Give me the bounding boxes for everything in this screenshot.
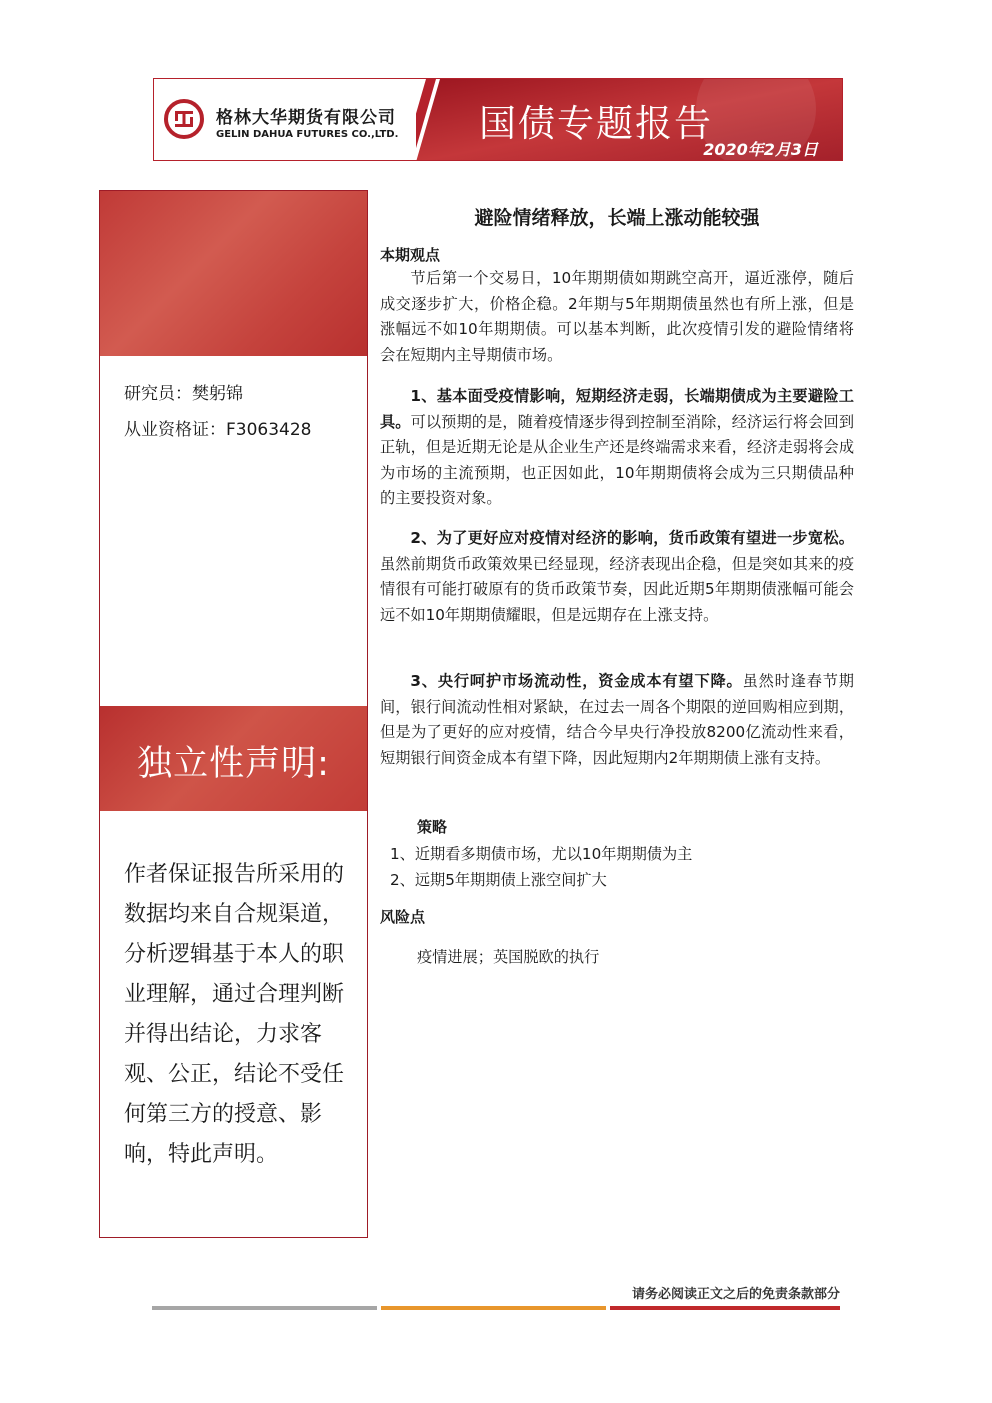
point-3-heading: 3、央行呵护市场流动性，资金成本有望下降。 — [410, 672, 743, 690]
footer-bar-grey — [152, 1306, 377, 1310]
risk-text: 疫情进展；英国脱欧的执行 — [417, 948, 600, 966]
risk-heading: 风险点 — [380, 908, 426, 926]
strategy-heading: 策略 — [417, 818, 448, 836]
point-1-text: 可以预期的是，随着疫情逐步得到控制至消除，经济运行将会回到正轨，但是近期无论是从企业生产还是终端需求来看，经济走弱将会成为市场的主流预期，也正因如此，10年期期债将会成为三只期债品种的主要投资对象。 — [380, 412, 855, 507]
report-date: 2020年2月3日 — [703, 140, 818, 159]
point-3-text: 虽然时逢春节期间，银行间流动性相对紧缺，在过去一周各个期限的逆回购相应到期，但是为了更好的应对疫情，结合今早央行净投放8200亿流动性来看，短期银行间资金成本有望下降，因此短期内2年期期债上涨有支持。 — [380, 672, 854, 767]
company-name-en: GELIN DAHUA FUTURES CO.,LTD. — [216, 129, 399, 140]
point-2-text: 虽然前期货币政策效果已经显现，经济表现出企稳，但是突如其来的疫情很有可能打破原有的货币政策节奏，因此近期5年期期债涨幅可能会远不如10年期期债耀眼，但是远期存在上涨支持。 — [380, 554, 854, 624]
researcher-name: 研究员：樊躬锦 — [124, 384, 243, 404]
view-heading: 本期观点 — [380, 246, 441, 264]
strategy-item: 1、近期看多期债市场，尤以10年期期债为主 — [390, 845, 693, 863]
declaration-text: 作者保证报告所采用的数据均来自合规渠道，分析逻辑基于本人的职业理解，通过合理判断并得出结论，力求客观、公正，结论不受任何第三方的授意、影响，特此声明。 — [124, 862, 345, 1167]
declaration-title: 独立性声明: — [137, 744, 330, 784]
point-2-heading: 2、为了更好应对疫情对经济的影响，货币政策有望进一步宽松。 — [410, 529, 854, 547]
report-type-title: 国债专题报告 — [479, 102, 713, 145]
footer-bar-orange — [381, 1306, 606, 1310]
company-name-cn: 格林大华期货有限公司 — [216, 108, 396, 128]
disclaimer-note: 请务必阅读正文之后的免责条款部分 — [631, 1287, 840, 1302]
footer-bar-red — [610, 1306, 840, 1310]
point-1-heading: 1、基本面受疫情影响，短期经济走弱，长端期债成为主要避险工具。 — [380, 387, 854, 431]
intro-paragraph: 节后第一个交易日，10年期期债如期跳空高开，逼近涨停，随后成交逐步扩大，价格企稳。2年期与5年期期债虽然也有所上涨，但是涨幅远不如10年期期债。可以基本判断，此次疫情引发的避险情绪将会在短期内主导期债市场。 — [380, 269, 854, 364]
point-2 — [380, 526, 854, 628]
company-logo-icon — [164, 99, 204, 139]
point-3 — [380, 669, 854, 771]
declaration-banner — [100, 706, 367, 811]
author-sidebar — [99, 190, 368, 1238]
report-header — [153, 78, 843, 161]
strategy-item: 2、远期5年期期债上涨空间扩大 — [390, 871, 607, 889]
point-1 — [380, 384, 854, 512]
sidebar-red-panel — [100, 191, 367, 356]
document-title: 避险情绪释放，长端上涨动能较强 — [474, 207, 760, 229]
certificate-number: 从业资格证：F3063428 — [124, 420, 312, 440]
